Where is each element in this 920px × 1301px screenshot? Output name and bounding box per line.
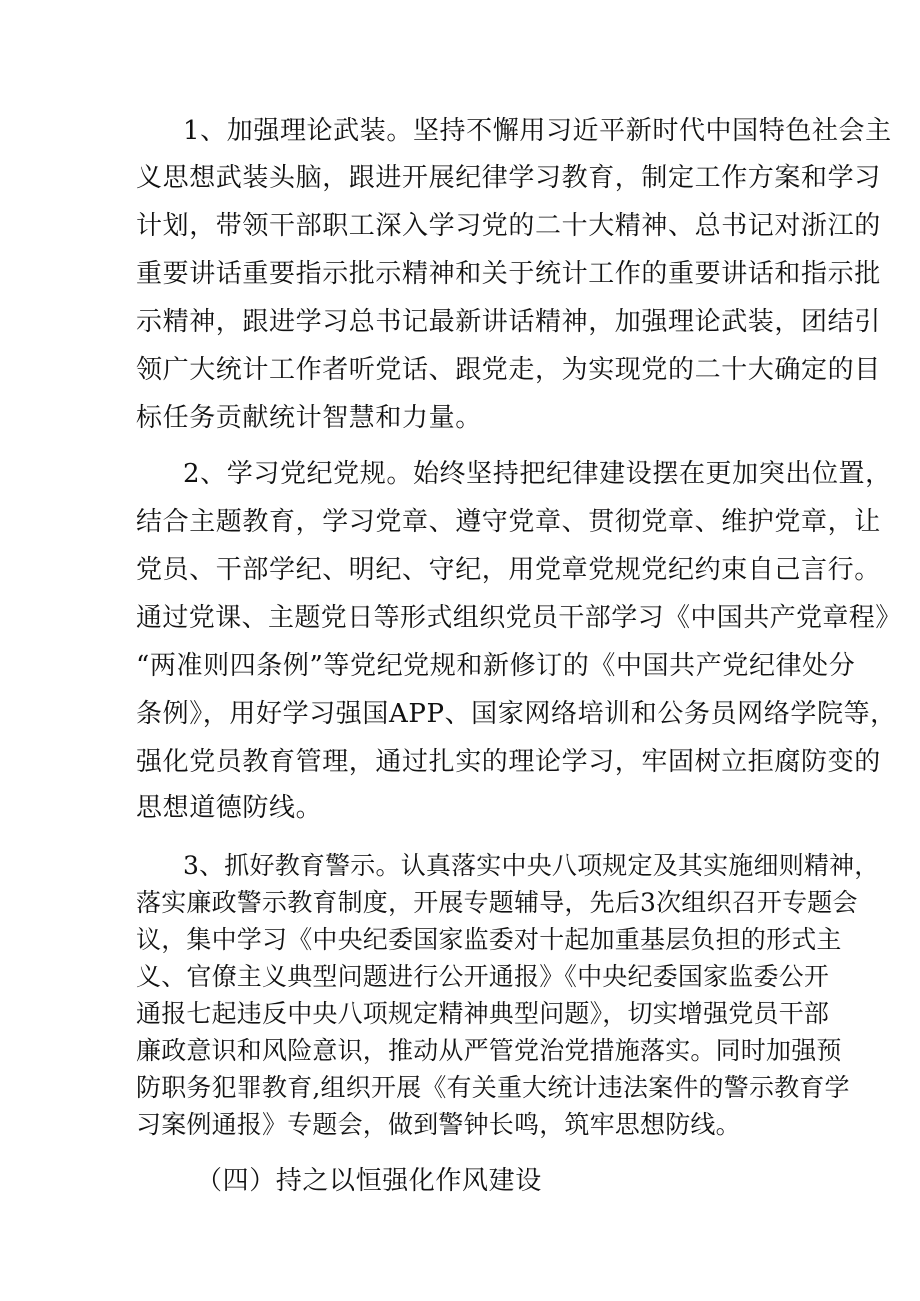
paragraph-1-line-3: 计划，带领干部职工深入学习党的二十大精神、总书记对浙江的 xyxy=(136,211,881,241)
paragraph-1-line-5: 示精神，跟进学习总书记最新讲话精神，加强理论武装，团结引 xyxy=(136,307,881,337)
section-heading: （四）持之以恒强化作风建设 xyxy=(196,1166,542,1196)
paragraph-1-line-1: 1、加强理论武装。坚持不懈用习近平新时代中国特色社会主 xyxy=(183,116,892,146)
paragraph-2-line-4: 通过党课、主题党日等形式组织党员干部学习《中国共产党章程》 xyxy=(136,603,902,633)
paragraph-2-line-2: 结合主题教育，学习党章、遵守党章、贯彻党章、维护党章，让 xyxy=(136,507,881,537)
paragraph-2-line-6: 条例》，用好学习强国APP、国家网络培训和公务员网络学院等， xyxy=(136,699,897,729)
paragraph-1-line-7: 标任务贡献统计智慧和力量。 xyxy=(136,403,482,433)
paragraph-2-line-3: 党员、干部学纪、明纪、守纪，用党章党规党纪约束自己言行。 xyxy=(136,555,881,585)
paragraph-2-line-5: “两准则四条例”等党纪党规和新修订的《中国共产党纪律处分 xyxy=(136,651,856,681)
paragraph-2-line-7: 强化党员教育管理，通过扎实的理论学习，牢固树立拒腐防变的 xyxy=(136,747,881,777)
paragraph-3-line-3: 议，集中学习《中央纪委国家监委对十起加重基层负担的形式主 xyxy=(136,925,842,954)
paragraph-2-line-1: 2、学习党纪党规。始终坚持把纪律建设摆在更加突出位置， xyxy=(183,459,892,489)
paragraph-3-line-5: 通报七起违反中央八项规定精神典型问题》，切实增强党员干部 xyxy=(136,999,830,1028)
paragraph-3-line-2: 落实廉政警示教育制度，开展专题辅导，先后3次组织召开专题会 xyxy=(136,888,858,917)
paragraph-3-line-1: 3、抓好教育警示。认真落实中央八项规定及其实施细则精神， xyxy=(183,851,880,880)
paragraph-1-line-6: 领广大统计工作者听党话、跟党走，为实现党的二十大确定的目 xyxy=(136,355,881,385)
paragraph-1-line-2: 义思想武装头脑，跟进开展纪律学习教育，制定工作方案和学习 xyxy=(136,163,881,193)
paragraph-3-line-8: 习案例通报》专题会，做到警钟长鸣，筑牢思想防线。 xyxy=(136,1110,741,1139)
paragraph-2-line-8: 思想道德防线。 xyxy=(136,793,323,823)
paragraph-3-line-7: 防职务犯罪教育,组织开展《有关重大统计违法案件的警示教育学 xyxy=(136,1073,850,1102)
paragraph-3-line-4: 义、官僚主义典型问题进行公开通报》《中央纪委国家监委公开 xyxy=(136,962,830,991)
paragraph-1-line-4: 重要讲话重要指示批示精神和关于统计工作的重要讲话和指示批 xyxy=(136,259,881,289)
paragraph-3-line-6: 廉政意识和风险意识，推动从严管党治党措施落实。同时加强预 xyxy=(136,1036,842,1065)
